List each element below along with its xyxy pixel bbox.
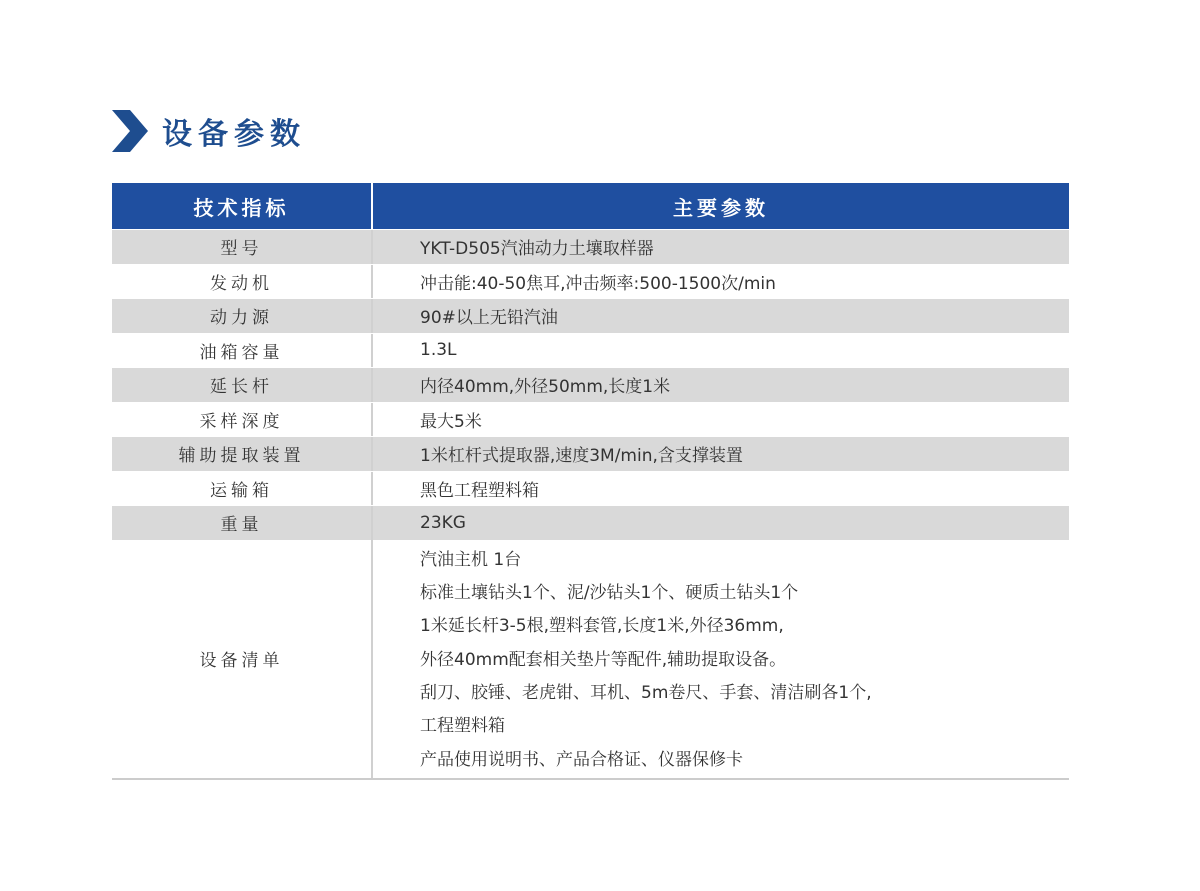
list-item: 产品使用说明书、产品合格证、仪器保修卡: [420, 749, 743, 770]
row-label: 辅助提取装置: [112, 437, 373, 471]
list-item: 汽油主机 1台: [420, 549, 522, 570]
row-value: 内径40mm,外径50mm,长度1米: [420, 377, 671, 398]
row-label: 运输箱: [112, 472, 373, 506]
table-row: [112, 264, 1069, 299]
equipment-list-items: [373, 540, 1069, 778]
row-value: 冲击能:40-50焦耳,冲击频率:500-1500次/min: [420, 273, 776, 294]
table-row: [112, 333, 1069, 368]
row-label: 型号: [112, 230, 373, 264]
spec-table: [112, 183, 1069, 780]
table-row: [112, 367, 1069, 402]
list-item: 工程塑料箱: [420, 716, 505, 737]
table-row: [112, 229, 1069, 264]
row-value: 23KG: [420, 512, 466, 533]
table-row: [112, 298, 1069, 333]
list-item: 1米延长杆3-5根,塑料套管,长度1米,外径36mm,: [420, 616, 784, 637]
row-value: 1米杠杆式提取器,速度3M/min,含支撑装置: [420, 446, 743, 467]
row-label: 动力源: [112, 299, 373, 333]
header-main-params: 主要参数: [673, 195, 769, 220]
table-row: [112, 402, 1069, 437]
equipment-list-row: [112, 540, 1069, 780]
row-label: 重量: [112, 506, 373, 540]
section-title: 设备参数: [162, 117, 306, 152]
equipment-list-label: 设备清单: [112, 540, 373, 778]
list-item: 标准土壤钻头1个、泥/沙钻头1个、硬质土钻头1个: [420, 582, 799, 603]
table-row: [112, 436, 1069, 471]
list-item: 外径40mm配套相关垫片等配件,辅助提取设备。: [420, 649, 787, 670]
row-value: 1.3L: [420, 340, 457, 361]
chevron-right-icon: [112, 110, 148, 152]
row-label: 延长杆: [112, 368, 373, 402]
row-value: YKT-D505汽油动力土壤取样器: [420, 239, 654, 260]
row-label: 发动机: [112, 265, 373, 299]
header-spec-indicator: 技术指标: [112, 183, 373, 229]
section-header: [112, 106, 306, 156]
table-row: [112, 505, 1069, 540]
list-item: 刮刀、胶锤、老虎钳、耳机、5m卷尺、手套、清洁刷各1个,: [420, 683, 872, 704]
row-value: 90#以上无铅汽油: [420, 308, 558, 329]
row-value: 最大5米: [420, 411, 482, 432]
row-value: 黑色工程塑料箱: [420, 480, 539, 501]
row-label: 采样深度: [112, 403, 373, 437]
row-label: 油箱容量: [112, 334, 373, 368]
table-row: [112, 471, 1069, 506]
table-header: [112, 183, 1069, 229]
